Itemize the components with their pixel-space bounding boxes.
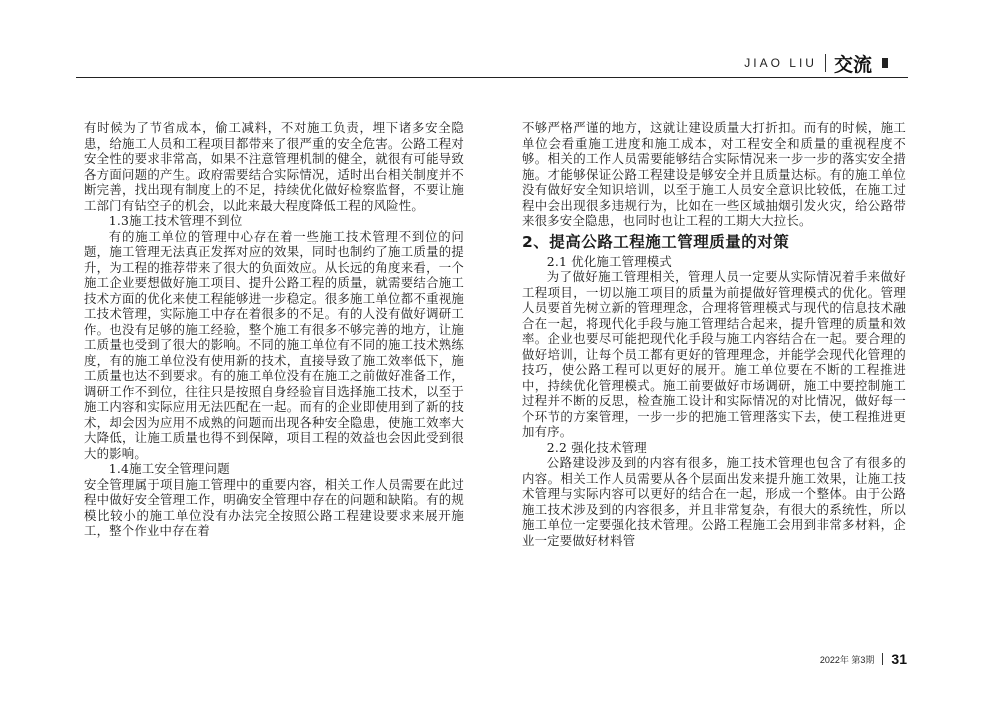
subsection-heading-2-2: 2.2 强化技术管理 — [546, 439, 647, 455]
paragraph: 为了做好施工管理相关，管理人员一定要从实际情况着手来做好工程项目，一切以施工项目的质量为前提做好管理模式的优化。管理人员要首先树立新的管理理念，合理将管理模式与现代的信息技术融合在一起，将现代化手段与施工管理结合起来，提升管理的质量和效率。企业也要尽可能把现代化手段与施工内容结合在一起。要合理的做好培训，让每个员工都有更好的管理理念，并能学会现代化管理的技巧，使公路工程可以更好的展开。施工单位要在不断的工程推进中，持续优化管理模式。施工前要做好市场调研，施工中要控制施工过程并不断的反思，检查施工设计和实际情况的对比情况，做好每一个环节的方案管理，一步一步的把施工管理落实下去，使工程推进更加有序。 — [522, 269, 906, 439]
page-number: 31 — [891, 651, 907, 667]
section-title-cn: 交流 — [833, 53, 872, 76]
section-header — [744, 50, 888, 76]
subsection-heading-2-1: 2.1 优化施工管理模式 — [546, 253, 672, 269]
header-rule — [76, 77, 908, 78]
paragraph: 公路建设涉及到的内容有很多，施工技术管理也包含了有很多的内容。相关工作人员需要从各个层面出发来提升施工效果，让施工技术管理与实际内容可以更好的结合在一起，形成一个整体。由于公路施工技术涉及到的内容很多，并且非常复杂，有很大的系统性，所以施工单位一定要强化技术管理。公路工程施工会用到非常多材料，企业一定要做好材料管 — [522, 455, 906, 548]
section-heading-2: 2、提高公路工程施工管理质量的对策 — [522, 232, 790, 251]
header-divider — [825, 54, 826, 72]
left-column — [84, 120, 464, 539]
subsection-heading-1-3: 1.3施工技术管理不到位 — [108, 213, 243, 228]
paragraph: 有的施工单位的管理中心存在着一些施工技术管理不到位的问题，施工管理无法真正发挥对应的效果，同时也制约了施工质量的提升，为工程的推荐带来了很大的负面效应。从长远的角度来看，一个施工企业要想做好施工项目、提升公路工程的质量，就需要结合施工技术方面的优化来使工程能够进一步稳定。很多施工单位都不重视施工技术管理，实际施工中存在着很多的不足。有的人没有做好调研工作。也没有足够的施工经验，整个施工有很多不够完善的地方，让施工质量也受到了很大的影响。不同的施工单位有不同的施工技术熟练度，有的施工单位没有使用新的技术，直接导致了施工效率低下，施工质量也达不到要求。有的施工单位没有在施工之前做好准备工作，调研工作不到位，往往只是按照自身经验盲目选择施工技术，以至于施工内容和实际应用无法匹配在一起。而有的企业即使用到了新的技术，却会因为应用不成熟的问题而出现各种安全隐患，使施工效率大大降低，让施工质量也得不到保障，项目工程的效益也会因此受到很大的影响。 — [84, 228, 464, 461]
footer-divider — [882, 653, 883, 665]
paragraph: 不够严格严谨的地方，这就让建设质量大打折扣。而有的时候，施工单位会看重施工进度和施工成本，对工程安全和质量的重视程度不够。相关的工作人员需要能够结合实际情况来一步一步的落实安全措施。才能够保证公路工程建设是够安全并且质量达标。有的施工单位没有做好安全知识培训，以至于施工人员安全意识比较低，在施工过程中会出现很多违规行为，比如在一些区域抽烟引发火灾，给公路带来很多安全隐患，也同时也让工程的工期大大拉长。 — [522, 120, 906, 228]
paragraph: 有时候为了节省成本，偷工减料，不对施工负责，埋下诸多安全隐患，给施工人员和工程项目都带来了很严重的安全危害。公路工程对安全性的要求非常高，如果不注意管理机制的健全，就很有可能导致各方面问题的产生。政府需要结合实际情况，适时出台相关制度并不断完善，找出现有制度上的不足，持续优化做好检察监督，不要让施工部门有钻空子的机会，以此来最大程度降低工程的风险性。 — [84, 120, 464, 213]
page-footer — [820, 651, 907, 667]
paragraph: 安全管理属于项目施工管理中的重要内容，相关工作人员需要在此过程中做好安全管理工作，明确安全管理中存在的问题和缺陷。有的规模比较小的施工单位没有办法完全按照公路工程建设要求来展开施工，整个作业中存在着 — [84, 476, 464, 538]
issue-label: 2022年 第3期 — [819, 654, 875, 665]
section-title-en: JIAO LIU — [744, 56, 817, 70]
header-mark — [882, 58, 888, 68]
subsection-heading-1-4: 1.4施工安全管理问题 — [108, 461, 230, 476]
right-column — [522, 120, 906, 548]
